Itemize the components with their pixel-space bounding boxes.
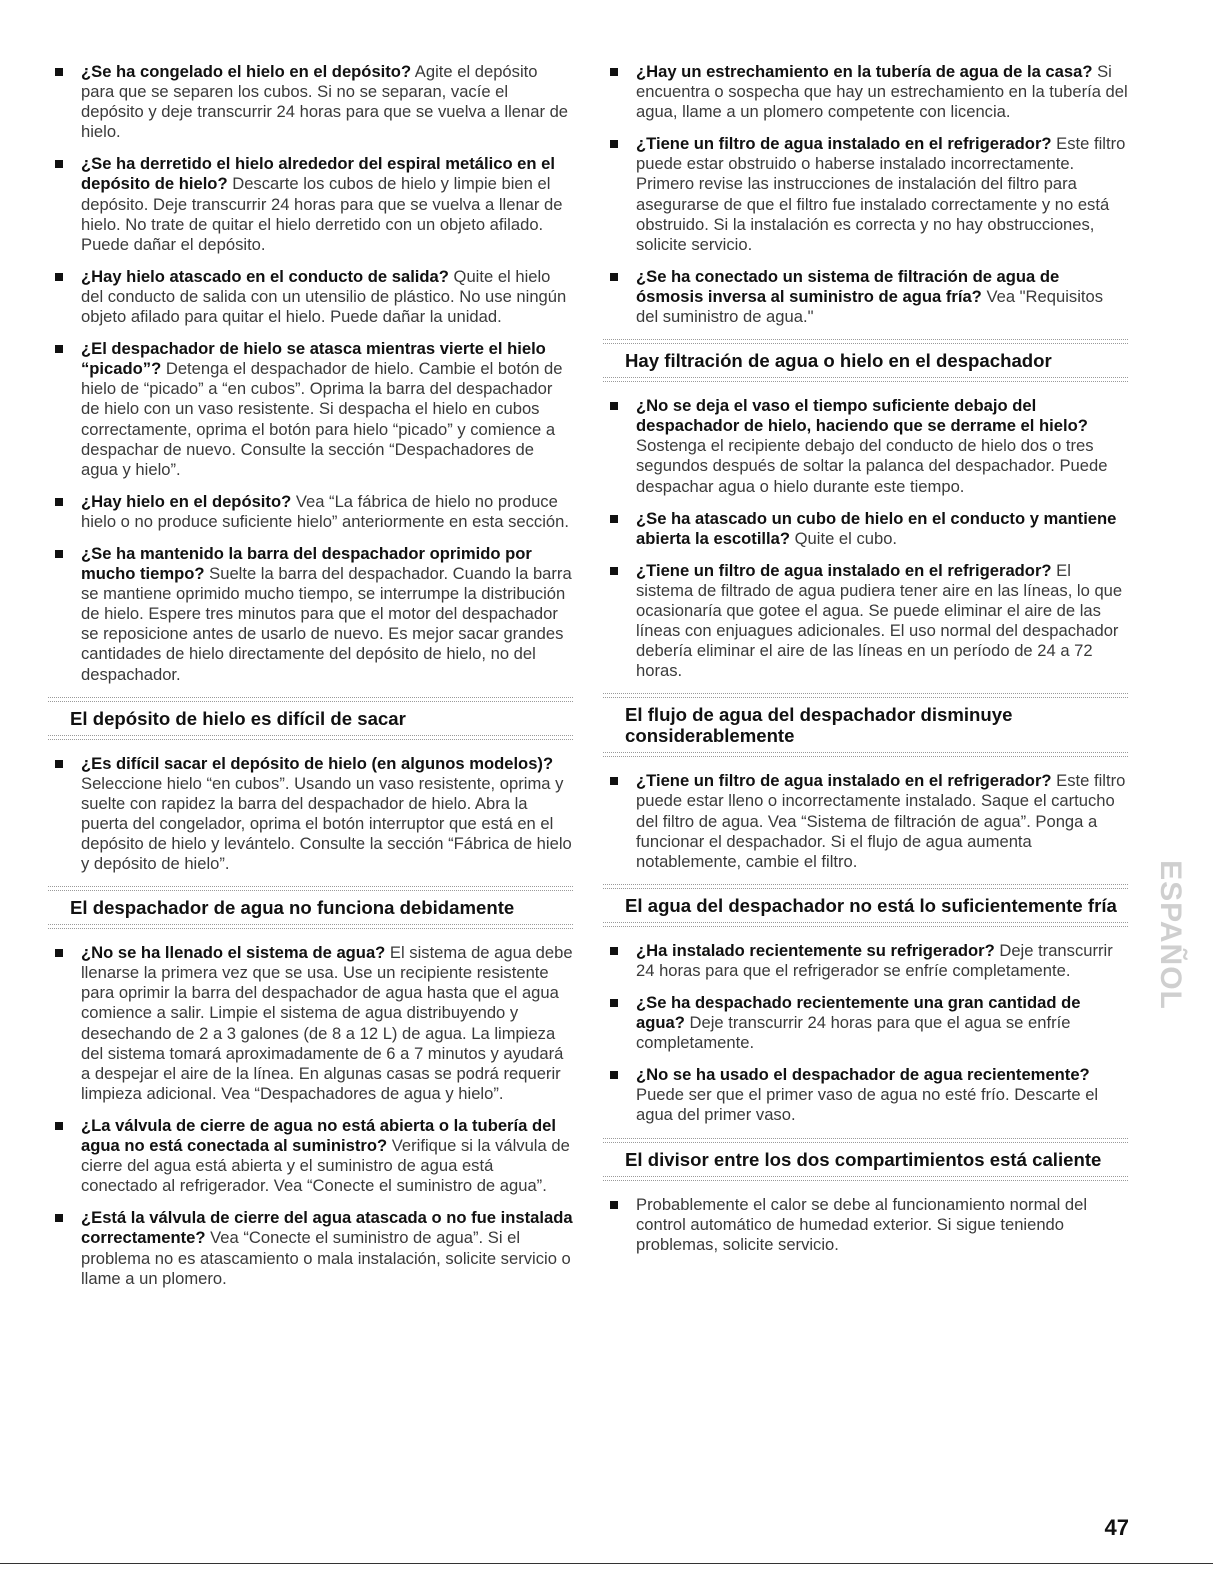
question: ¿Tiene un filtro de agua instalado en el refrigerador? bbox=[636, 560, 1052, 580]
section-title: El divisor entre los dos compartimientos está caliente bbox=[625, 1148, 1102, 1170]
bullet-icon bbox=[55, 1122, 63, 1130]
bullet-icon bbox=[610, 1071, 618, 1079]
list-item bbox=[48, 154, 573, 254]
question: ¿Se ha derretido el hielo alrededor del espiral metálico en el depósito de hielo? bbox=[81, 154, 555, 194]
bullet-icon bbox=[55, 550, 63, 558]
answer: Este filtro puede estar obstruido o haberse instalado incorrectamente. Primero revise las instrucciones de instalación del filtro para asegurarse de que el filtro fue instalado correctamente y no está obstruido. Si la instalación es correcta y no hay obstrucciones, solicite servicio. bbox=[636, 134, 1126, 254]
bullet-icon bbox=[610, 1201, 618, 1209]
bullet-icon bbox=[610, 515, 618, 523]
answer: Quite el hielo del conducto de salida con un utensilio de plástico. No use ningún objeto afilado para quitar el hielo. Puede dañar la unidad. bbox=[81, 266, 567, 327]
section-header bbox=[603, 339, 1128, 382]
divider bbox=[603, 1176, 1128, 1181]
question: ¿Está la válvula de cierre del agua atascada o no fue instalada correctamente? bbox=[81, 1208, 573, 1248]
list-item bbox=[603, 1065, 1128, 1125]
bullet-icon bbox=[55, 68, 63, 76]
list-item bbox=[48, 754, 573, 875]
answer: Verifique si la válvula de cierre del agua está abierta y el suministro de agua está conectado al refrigerador. Vea “Conecte el suministro de agua”. bbox=[81, 1136, 570, 1196]
bullet-icon bbox=[55, 345, 63, 353]
section-header bbox=[48, 697, 573, 740]
answer: Este filtro puede estar lleno o incorrectamente instalado. Saque el cartucho del filtro de agua. Vea “Sistema de filtración de agua”. Ponga a funcionar el despachador. Si el flujo de agua aumenta notablemente, cambie el filtro. bbox=[636, 771, 1126, 871]
section-title: El depósito de hielo es difícil de sacar bbox=[70, 707, 406, 729]
list-item bbox=[48, 544, 573, 685]
bullet-icon bbox=[610, 947, 618, 955]
question: ¿No se ha llenado el sistema de agua? bbox=[81, 943, 386, 963]
question: ¿Se ha conectado un sistema de filtración de agua de ósmosis inversa al suministro de agua fría? bbox=[636, 266, 1060, 306]
section-title: El flujo de agua del despachador disminuye considerablemente bbox=[625, 704, 1013, 747]
bullet-icon bbox=[610, 567, 618, 575]
bullet-icon bbox=[55, 949, 63, 957]
list-item bbox=[48, 62, 573, 142]
divider bbox=[603, 377, 1128, 382]
question: ¿Hay un estrechamiento en la tubería de agua de la casa? bbox=[636, 62, 1093, 81]
answer: Detenga el despachador de hielo. Cambie el botón de hielo de “picado” a “en cubos”. Oprima la barra del despachador de hielo con un vaso resistente. Si despacha el hielo en cubos correctamente, oprima el botón para hielo “picado” y comience a despachar de nuevo. Consulte la sección “Despachadores de agua y hielo”. bbox=[81, 359, 563, 479]
answer: Deje transcurrir 24 horas para que el refrigerador se enfríe completamente. bbox=[636, 940, 1113, 980]
bullet-icon bbox=[610, 68, 618, 76]
bullet-icon bbox=[610, 999, 618, 1007]
bullet-icon bbox=[610, 273, 618, 281]
answer: Vea “Conecte el suministro de agua”. Si el problema no es atascamiento o mala instalación, solicite servicio o llame a un plomero. bbox=[81, 1228, 571, 1288]
answer: El sistema de filtrado de agua pudiera tener aire en las líneas, lo que ocasionaría que gotee el agua. Se puede eliminar el aire de las líneas con enjuagues adicionales. El uso normal del despachador debería eliminar el aire de las líneas en un período de 24 a 72 horas. bbox=[636, 560, 1123, 681]
list-item bbox=[48, 1208, 573, 1288]
answer: Si encuentra o sospecha que hay un estrechamiento en la tubería del agua, llame a un plomero competente con licencia. bbox=[636, 62, 1128, 122]
question: ¿Tiene un filtro de agua instalado en el refrigerador? bbox=[636, 134, 1052, 154]
answer: El sistema de agua debe llenarse la primera vez que se usa. Use un recipiente resistente para oprimir la barra del despachador de agua hasta que el agua comience a salir. Limpie el sistema de agua distribuyendo y desechando de 2 a 3 galones (de 8 a 12 L) de agua. La limpieza del sistema tomará aproximadamente de 6 a 7 minutos y ayudará a despejar el aire de la línea. En algunas casas se podrá requerir limpieza adicional. Vea “Despachadores de agua y hielo”. bbox=[81, 943, 573, 1103]
answer: Seleccione hielo “en cubos”. Usando un vaso resistente, oprima y suelte con rapidez la barra del despachador de hielo. Abra la puerta del congelador, oprima el botón interruptor que está en el depósito de hielo y levántelo. Consulte la sección “Fábrica de hielo y depósito de hielo”. bbox=[81, 773, 572, 874]
question: ¿Se ha mantenido la barra del despachador oprimido por mucho tiempo? bbox=[81, 543, 532, 584]
list-item bbox=[603, 993, 1128, 1053]
question: ¿No se ha usado el despachador de agua recientemente? bbox=[636, 1065, 1090, 1085]
answer: Vea "Requisitos del suministro de agua." bbox=[636, 286, 1104, 327]
list-item bbox=[48, 339, 573, 480]
list-item bbox=[603, 267, 1128, 327]
question: ¿Se ha congelado el hielo en el depósito? bbox=[81, 62, 412, 81]
answer: Deje transcurrir 24 horas para que el agua se enfríe completamente. bbox=[636, 1013, 1071, 1053]
list-item bbox=[48, 267, 573, 327]
page-number: 47 bbox=[1104, 1515, 1129, 1540]
language-label: ESPAÑOL bbox=[1154, 860, 1187, 1010]
bullet-icon bbox=[55, 160, 63, 168]
answer: Quite el cubo. bbox=[790, 528, 898, 548]
answer: Probablemente el calor se debe al funcionamiento normal del control automático de humedad exterior. Si sigue teniendo problemas, solicite servicio. bbox=[636, 1194, 1088, 1254]
answer: Puede ser que el primer vaso de agua no esté frío. Descarte el agua del primer vaso. bbox=[636, 1085, 1099, 1125]
bullet-icon bbox=[610, 402, 618, 410]
list-item bbox=[603, 561, 1128, 682]
list-item bbox=[603, 1195, 1128, 1255]
bullet-icon bbox=[55, 498, 63, 506]
footer-divider bbox=[0, 1563, 1213, 1564]
list-item bbox=[48, 492, 573, 532]
list-item bbox=[603, 941, 1128, 981]
right-column bbox=[603, 62, 1128, 1267]
section-header bbox=[48, 886, 573, 929]
list-item bbox=[603, 396, 1128, 496]
list-item bbox=[603, 62, 1128, 122]
section-header bbox=[603, 693, 1128, 757]
list-item bbox=[48, 943, 573, 1104]
question: ¿Ha instalado recientemente su refrigerador? bbox=[636, 940, 995, 960]
section-header bbox=[603, 884, 1128, 927]
divider bbox=[603, 752, 1128, 757]
question: ¿Es difícil sacar el depósito de hielo (en algunos modelos)? bbox=[81, 753, 554, 773]
bullet-icon bbox=[55, 273, 63, 281]
bullet-icon bbox=[610, 140, 618, 148]
section-title: Hay filtración de agua o hielo en el despachador bbox=[625, 350, 1052, 372]
question: ¿La válvula de cierre de agua no está abierta o la tubería del agua no está conectada al suministro? bbox=[81, 1115, 556, 1156]
question: ¿Se ha despachado recientemente una gran cantidad de agua? bbox=[636, 993, 1081, 1033]
divider bbox=[48, 735, 573, 740]
section-title: El agua del despachador no está lo suficientemente fría bbox=[625, 894, 1117, 916]
list-item bbox=[603, 509, 1128, 549]
list-item bbox=[48, 1116, 573, 1196]
answer: Descarte los cubos de hielo y limpie bien el depósito. Deje transcurrir 24 horas para que se vuelva a llenar de hielo. No trate de quitar el hielo derretido con un objeto afilado. Puede dañar el depósito. bbox=[81, 174, 563, 254]
answer: Vea “La fábrica de hielo no produce hielo o no produce suficiente hielo” anteriormente en esta sección. bbox=[81, 491, 569, 531]
question: ¿Se ha atascado un cubo de hielo en el conducto y mantiene abierta la escotilla? bbox=[636, 508, 1117, 548]
question: ¿Tiene un filtro de agua instalado en el refrigerador? bbox=[636, 771, 1052, 791]
answer: Suelte la barra del despachador. Cuando la barra se mantiene oprimido mucho tiempo, se interrumpe la distribución de hielo. Espere tres minutos para que el motor del despachador se reposicione antes de usarlo de nuevo. Es mejor sacar grandes cantidades de hielo directamente del depósito de hielo, no del despachador. bbox=[81, 564, 572, 684]
question: ¿Hay hielo en el depósito? bbox=[81, 491, 292, 511]
bullet-icon bbox=[610, 777, 618, 785]
question: ¿El despachador de hielo se atasca mientras vierte el hielo “picado”? bbox=[81, 339, 546, 379]
left-column bbox=[48, 62, 573, 1301]
section-title: El despachador de agua no funciona debidamente bbox=[70, 897, 515, 919]
answer: Agite el depósito para que se separen los cubos. Si no se separan, vacíe el depósito y deje transcurrir 24 horas para que se vuelva a llenar de hielo. bbox=[81, 62, 569, 142]
list-item bbox=[603, 771, 1128, 871]
section-header bbox=[603, 1138, 1128, 1181]
bullet-icon bbox=[55, 760, 63, 768]
list-item bbox=[603, 134, 1128, 255]
language-side-tab bbox=[1155, 815, 1185, 1055]
answer: Sostenga el recipiente debajo del conducto de hielo dos o tres segundos después de soltar la palanca del despachador. Puede despachar agua o hielo durante este tiempo. bbox=[636, 436, 1108, 496]
question: ¿No se deja el vaso el tiempo suficiente debajo del despachador de hielo, haciendo que se derrame el hielo? bbox=[636, 396, 1088, 436]
question: ¿Hay hielo atascado en el conducto de salida? bbox=[81, 266, 449, 286]
divider bbox=[603, 922, 1128, 927]
bullet-icon bbox=[55, 1214, 63, 1222]
divider bbox=[48, 924, 573, 929]
